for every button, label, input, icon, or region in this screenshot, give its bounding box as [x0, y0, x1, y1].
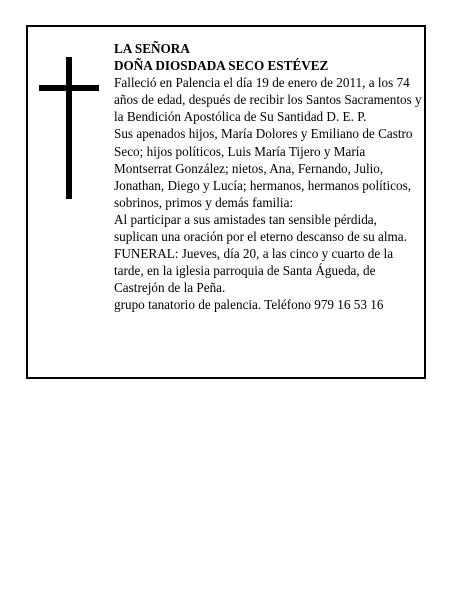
deceased-name: DOÑA DIOSDADA SECO ESTÉVEZ	[114, 58, 329, 74]
death-announcement: Falleció en Palencia el día 19 de enero de 2011, a los 74 años de edad, después de recibir los Santos Sacramentos y la Bendición Apostólica de Su Santidad D. E. P.	[114, 75, 422, 125]
funeral-details: FUNERAL: Jueves, día 20, a las cinco y cuarto de la tarde, en la iglesia parroquia de Santa Águeda, de Castrejón de la Peña.	[114, 246, 394, 296]
notice-body	[114, 40, 424, 314]
cross-horizontal-bar	[39, 85, 99, 91]
family-list: Sus apenados hijos, María Dolores y Emiliano de Castro Seco; hijos políticos, Luis María Tijero y María Montserrat González; nietos, Ana, Fernando, Julio, Jonathan, Diego y Lucía; hermanos, hermanos políticos, sobrinos, primos y demás familia:	[114, 126, 413, 210]
notice-title: LA SEÑORA	[114, 41, 190, 56]
cross-vertical-bar	[66, 57, 72, 199]
prayer-request: Al participar a sus amistades tan sensible pérdida, suplican una oración por el eterno descanso de su alma.	[114, 211, 407, 245]
funeral-home-contact: grupo tanatorio de palencia. Teléfono 979 16 53 16	[114, 297, 384, 313]
obituary-notice	[26, 25, 426, 379]
